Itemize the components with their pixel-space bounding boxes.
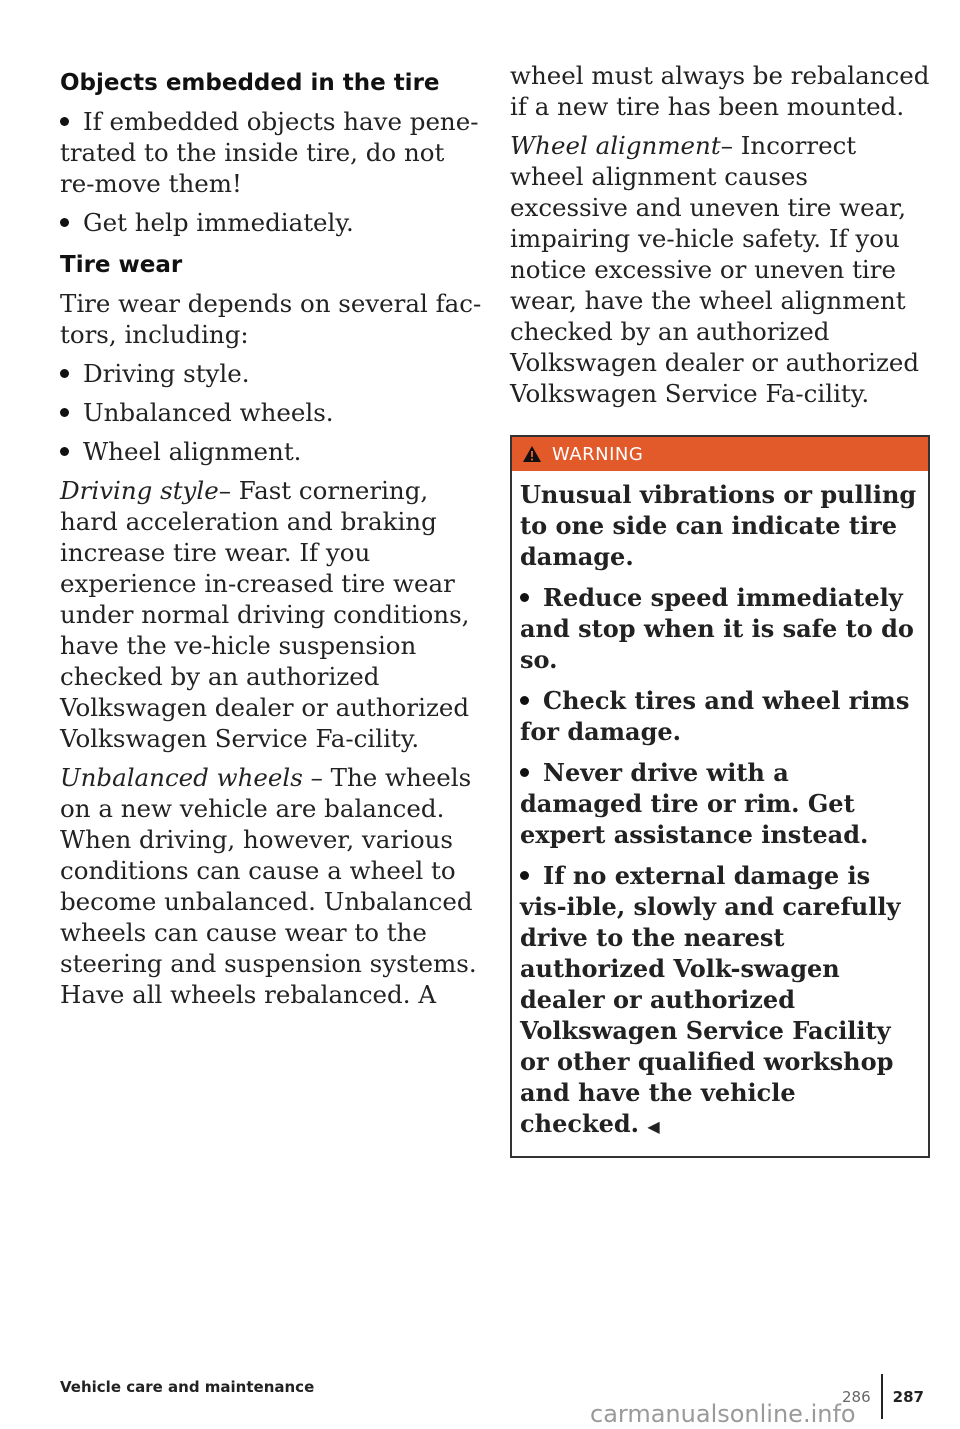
right-column xyxy=(510,60,930,1158)
bullet-wear-3: Wheel alignment. xyxy=(60,436,485,467)
warning-bullet-3: Never drive with a damaged tire or rim. Get expert assistance instead. xyxy=(520,758,869,849)
bullet-wear-1: Driving style. xyxy=(60,358,485,389)
end-mark-icon: ◀ xyxy=(647,1117,660,1136)
footer-section-title: Vehicle care and maintenance xyxy=(60,1378,315,1396)
watermark: carmanualsonline.info xyxy=(590,1400,856,1428)
page-number-right: 287 xyxy=(892,1387,924,1406)
driving-style-term: Driving style xyxy=(60,476,219,505)
bullet-dot-icon xyxy=(60,408,69,417)
warning-triangle-icon xyxy=(522,445,542,463)
bullet-dot-icon xyxy=(60,369,69,378)
heading-embedded-objects: Objects embedded in the tire xyxy=(60,70,440,96)
page-divider xyxy=(881,1374,883,1419)
warning-header xyxy=(512,437,928,471)
page-number-left: 286 xyxy=(842,1387,871,1406)
bullet-dot-icon xyxy=(520,696,529,705)
wheel-alignment-paragraph: Wheel alignment– Incorrect wheel alignment causes excessive and uneven tire wear, impairing ve-hicle safety. If you notice excessive or uneven tire wear, have the wheel alignment checked by an authorized Volkswagen dealer or authorized Volkswagen Service Fa-cility. xyxy=(510,131,920,408)
heading-tire-wear: Tire wear xyxy=(60,252,183,278)
driving-style-paragraph: Driving style– Fast cornering, hard acceleration and braking increase tire wear. If you experience in-creased tire wear under normal driving conditions, have the ve-hicle suspension checked by an authorized Volkswagen dealer or authorized Volkswagen Service Fa-cility. xyxy=(60,476,470,753)
warning-bullet-4: If no external damage is vis-ible, slowly and carefully drive to the nearest authorized Volk-swagen dealer or authorized Volkswagen Service Facility or other qualified workshop and have the vehicle checked. ◀ xyxy=(520,861,901,1138)
warning-body xyxy=(512,471,928,1156)
warning-bullet-2: Check tires and wheel rims for damage. xyxy=(520,686,910,746)
bullet-dot-icon xyxy=(520,871,529,880)
bullet-dot-icon xyxy=(60,447,69,456)
bullet-embedded-1: If embedded objects have pene-trated to the inside tire, do not re-move them! xyxy=(60,107,479,198)
bullet-dot-icon xyxy=(520,593,529,602)
continued-paragraph: wheel must always be rebalanced if a new tire has been mounted. xyxy=(510,61,930,121)
bullet-embedded-2: Get help immediately. xyxy=(60,207,485,238)
warning-label: WARNING xyxy=(552,443,644,465)
warning-bullet-1: Reduce speed immediately and stop when it is safe to do so. xyxy=(520,583,914,674)
unbalanced-wheels-term: Unbalanced wheels xyxy=(60,763,303,792)
bullet-dot-icon xyxy=(60,117,69,126)
left-column xyxy=(60,60,485,1018)
bullet-dot-icon xyxy=(520,768,529,777)
bullet-dot-icon xyxy=(60,218,69,227)
warning-box xyxy=(510,435,930,1158)
unbalanced-wheels-paragraph: Unbalanced wheels – The wheels on a new vehicle are balanced. When driving, however, various conditions can cause a wheel to become unbalanced. Unbalanced wheels can cause wear to the steering and suspension systems. Have all wheels rebalanced. A xyxy=(60,763,477,1009)
bullet-wear-2: Unbalanced wheels. xyxy=(60,397,485,428)
warning-intro: Unusual vibrations or pulling to one side can indicate tire damage. xyxy=(520,480,917,571)
tire-wear-intro: Tire wear depends on several fac-tors, including: xyxy=(60,289,482,349)
wheel-alignment-term: Wheel alignment xyxy=(510,131,721,160)
